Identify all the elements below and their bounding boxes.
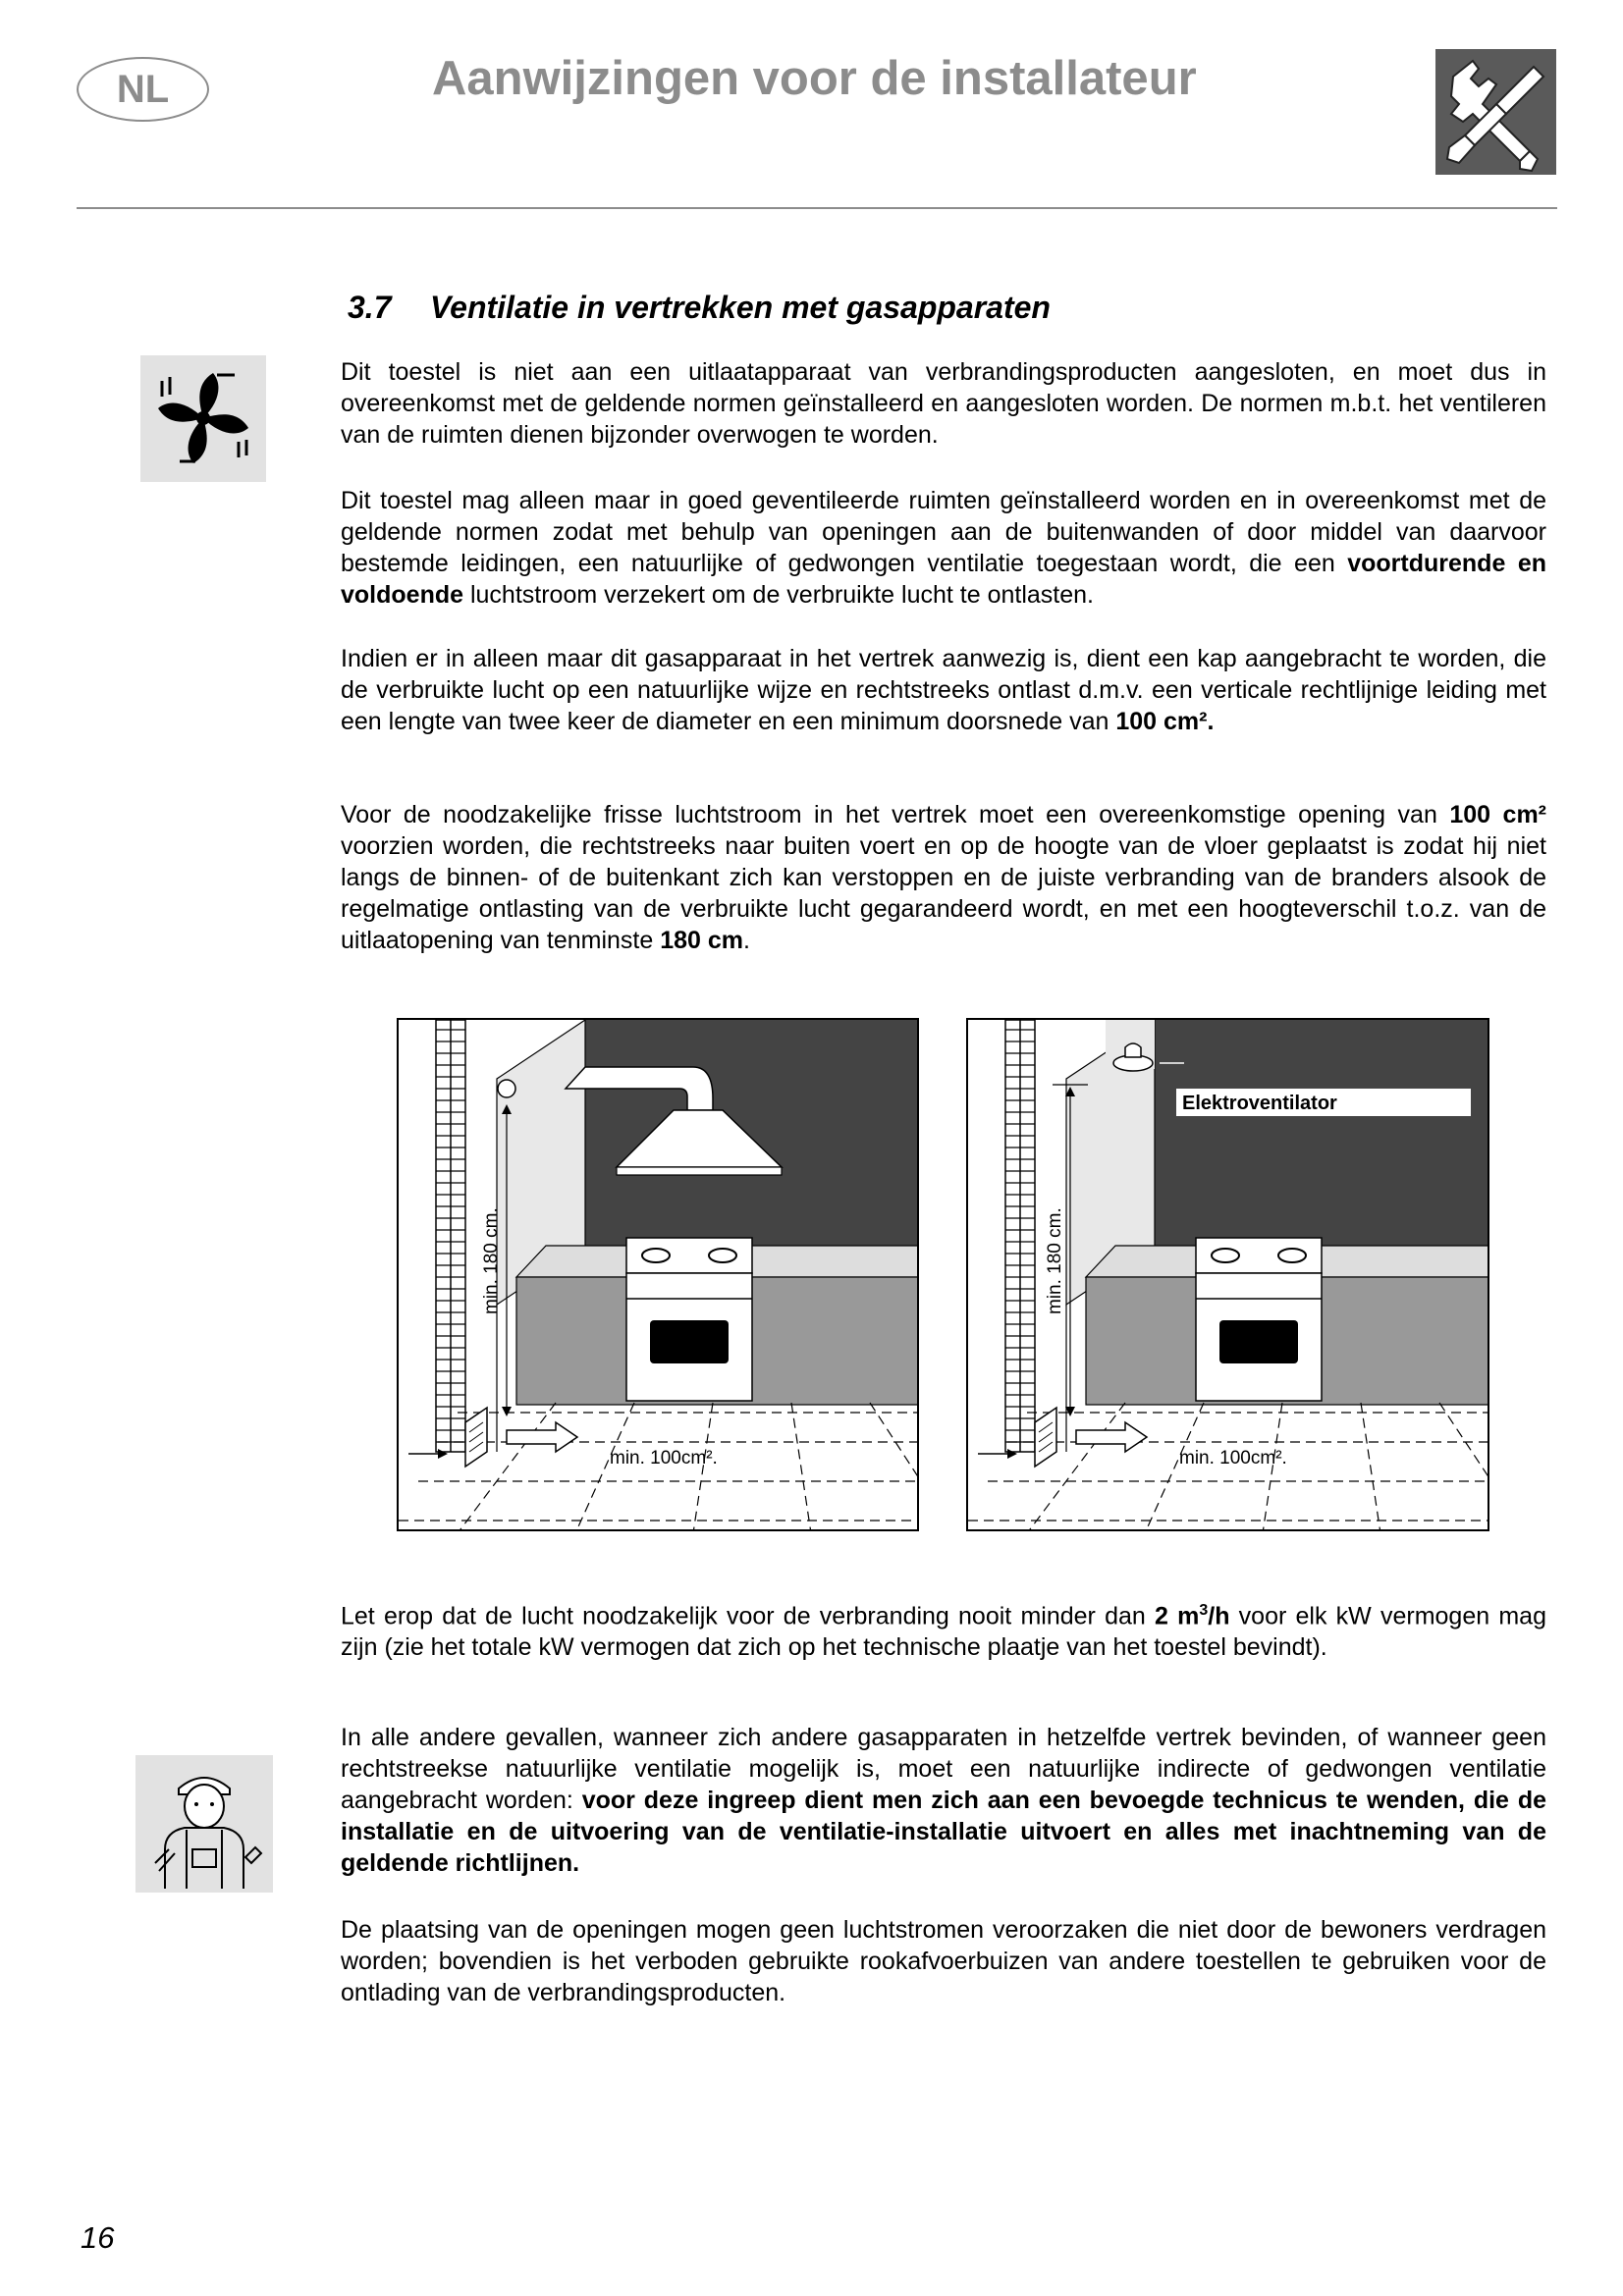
paragraph-4-text: Voor de noodzakelijke frisse luchtstroom in het vertrek moet een overeenkomstige opening van — [341, 801, 1437, 828]
header-divider — [77, 207, 1557, 209]
paragraph-2-bold: voortdurende en voldoende — [341, 550, 1546, 609]
paragraph-5-text-end: voor elk kW vermogen mag zijn (zie het totale kW vermogen dat zich op het technische plaatje van het toestel bevindt). — [341, 1602, 1546, 1662]
paragraph-3 — [341, 643, 1546, 737]
paragraph-3-end: . — [1207, 708, 1215, 735]
paragraph-2-text-end: luchtstroom verzekert om de verbruikte lucht te ontlasten. — [469, 581, 1094, 609]
paragraph-2 — [341, 485, 1546, 611]
page-title: Aanwijzingen voor de installateur — [432, 52, 1197, 105]
paragraph-4-bold-1: 100 cm² — [1449, 801, 1546, 828]
opening-label-left: min. 100cm². — [610, 1448, 718, 1468]
tools-icon — [1435, 49, 1556, 175]
paragraph-4-bold-2: 180 cm — [660, 927, 744, 954]
paragraph-5-unit: h — [1215, 1602, 1230, 1630]
paragraph-4-text-2: voorzien worden, die rechtstreeks naar buiten voert en op de hoogte van de vloer geplaatst is zodat hij niet langs de binnen- of de buitenkant zich kan verstoppen en de juiste verbranding van de branders alsook de regelmatige ontlasting van de verbruikte lucht gegarandeerd wordt, en met een hoogteverschil t.o.z. van de uitlaatopening van tenminste — [341, 832, 1546, 954]
paragraph-5-text: Let erop dat de lucht noodzakelijk voor de verbranding nooit minder dan — [341, 1602, 1146, 1630]
fan-label: Elektroventilator — [1182, 1093, 1337, 1114]
paragraph-6-text: In alle andere gevallen, wanneer zich andere gasapparaten in hetzelfde vertrek bevinden, of wanneer geen rechtstreekse natuurlijke ventilatie mogelijk is, moet een natuurlijke indirecte of gedwongen ventilatie aangebracht worden: — [341, 1724, 1546, 1814]
ventilation-diagram-fan — [966, 1018, 1489, 1531]
section-heading — [348, 290, 1051, 326]
paragraph-3-text: Indien er in alleen maar dit gasapparaat in het vertrek aanwezig is, dient een kap aangebracht te worden, die de verbruikte lucht op een natuurlijke wijze en rechtstreeks ontlast d.m.v. een verticale rechtlijnige leiding met een lengte van twee keer de diameter en een minimum doorsnede van — [341, 645, 1546, 735]
section-number: 3.7 — [348, 290, 392, 325]
fan-icon — [140, 355, 266, 482]
paragraph-1: Dit toestel is niet aan een uitlaatapparaat van verbrandingsproducten aangesloten, en moet dus in overeenkomst met de geldende normen geïnstalleerd en aangesloten worden. De normen m.b.t. het ventileren van de ruimten dienen bijzonder overwogen te worden. — [341, 358, 1546, 449]
ventilation-diagram-hood — [397, 1018, 919, 1531]
height-label-right: min. 180 cm. — [1045, 1207, 1065, 1314]
paragraph-6-bold: voor deze ingreep dient men zich aan een bevoegde technicus te wenden, die de installatie en de uitvoering van de ventilatie-installatie uitvoert en alles met inachtneming van de geldende richtlijnen. — [341, 1787, 1547, 1877]
paragraph-5-value: 2 m — [1154, 1602, 1200, 1630]
page-number: 16 — [81, 2220, 115, 2255]
paragraph-3-bold: 100 cm² — [1115, 708, 1208, 735]
paragraph-4 — [341, 799, 1546, 956]
paragraph-5-exponent: 3 — [1199, 1602, 1209, 1619]
height-label-left: min. 180 cm. — [481, 1207, 502, 1314]
technician-icon — [135, 1755, 273, 1893]
paragraph-5-slash: / — [1208, 1602, 1216, 1630]
paragraph-6 — [341, 1722, 1546, 1879]
paragraph-5 — [341, 1595, 1546, 1663]
paragraph-2-text: Dit toestel mag alleen maar in goed geventileerde ruimten geïnstalleerd worden en in overeenkomst met de geldende normen zodat met behulp van openingen aan de buitenwanden of door middel van daarvoor bestemde leidingen, een natuurlijke of gedwongen ventilatie toegestaan wordt, die een — [341, 487, 1546, 577]
paragraph-4-end: . — [743, 927, 750, 954]
opening-label-right: min. 100cm². — [1179, 1448, 1287, 1468]
section-title: Ventilatie in vertrekken met gasapparaten — [430, 290, 1051, 325]
paragraph-7: De plaatsing van de openingen mogen geen luchtstromen veroorzaken die niet door de bewoners verdragen worden; bovendien is het verboden gebruikte rookafvoerbuizen van andere toestellen te gebruiken voor de ontlading van de verbrandingsproducten. — [341, 1916, 1546, 2006]
language-badge: NL — [77, 57, 209, 122]
